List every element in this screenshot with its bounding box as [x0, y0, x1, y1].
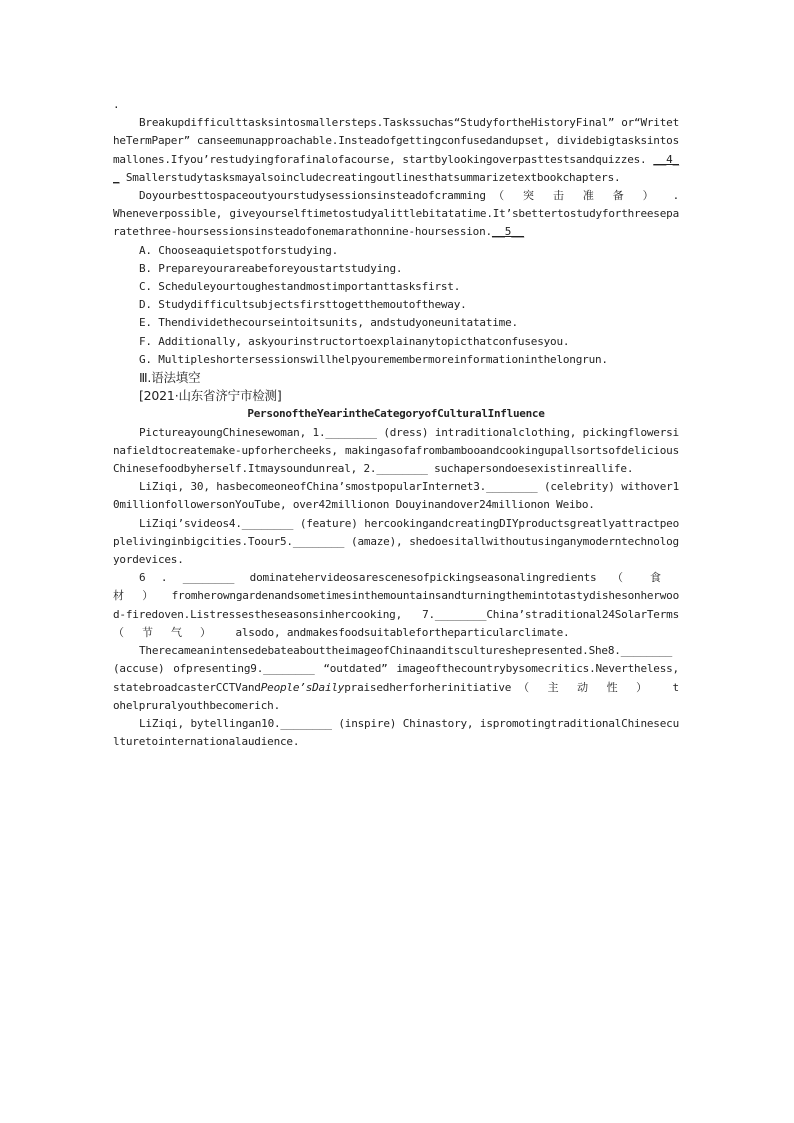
leading-dot: .: [113, 98, 120, 111]
blank-5: __5__: [491, 225, 525, 239]
blank-4: ________: [241, 516, 294, 530]
option-f: F. Additionally, askyourinstructortoexplainanytopicthatconfusesyou.: [139, 334, 570, 348]
blank-3: ________: [486, 480, 538, 494]
chinese-gloss: （突击准备）: [493, 189, 673, 203]
grammar-paragraph-5: [113, 642, 679, 715]
paragraph-text: 6 .: [139, 571, 168, 585]
paragraph-text: (dress) intraditionalclothing, pickingflowersinafieldtocreatemake-upforhercheeks, makingasofafrombambooandcookingupallsortsofdeliciousChinesefoodbyherself.Itmaysoundunreal,: [113, 425, 679, 476]
paragraph-text: tohelpruralyouthbecomerich.: [113, 680, 679, 712]
paragraph-text: (feature) hercookingandcreatingDIYproductsgreatlyattractpeoplelivinginbigcities.Toour5.: [113, 516, 679, 548]
option-b: B. Prepareyourareabeforeyoustartstudying.: [139, 261, 403, 275]
paragraph-text: “outdated” imageofthecountrybysomecritics.Nevertheless, statebroadcasterCCTVand: [113, 662, 679, 694]
paragraph-text: LiZiqi, 30, hasbecomeoneofChina’smostpopularInternet3.: [139, 480, 487, 494]
blank-10: ________: [280, 716, 332, 730]
option-d: D. Studydifficultsubjectsfirsttogetthemoutoftheway.: [139, 298, 467, 312]
paragraph-text: Doyourbesttospaceoutyourstudysessionsinsteadofcramming: [139, 189, 486, 203]
paragraph-text: LiZiqi, bytellingan10.: [139, 716, 281, 730]
passage-title: PersonoftheYearintheCategoryofCulturalInfluence: [247, 407, 545, 421]
grammar-paragraph-3: [113, 515, 679, 570]
option-c: C. Scheduleyourtoughestandmostimportanttasksfirst.: [139, 280, 461, 294]
chinese-gloss: （节气）: [113, 625, 229, 639]
paragraph-text: PictureayoungChinesewoman,: [139, 425, 306, 439]
grammar-paragraph-4: [113, 569, 679, 642]
blank-2: 2.________: [363, 462, 428, 476]
paragraph-text: (amaze), shedoesitallwithoutusinganymoderntechnologyordevices.: [113, 534, 679, 567]
option-e: E. Thendividethecourseintoitsunits, andstudyoneunitatatime.: [139, 316, 518, 330]
grammar-paragraph-1: [113, 424, 679, 479]
passage-paragraph-2: [113, 187, 679, 242]
blank-5: ________: [292, 534, 345, 548]
paragraph-text: dominatehervideosarescenesofpickingseasonalingredients: [249, 571, 597, 585]
blank-6: ________: [182, 571, 235, 585]
paragraph-text: 7.: [422, 607, 435, 621]
paragraph-text: (celebrity) withover10millionfollowersonYouTube, over42millionon Douyinandover24millionon Weibo.: [113, 480, 679, 512]
paragraph-text: alsodo, andmakesfoodsuitablefortheparticularclimate.: [235, 625, 570, 639]
document-page: [113, 96, 679, 751]
grammar-paragraph-2: [113, 478, 679, 514]
paragraph-text: TherecameanintensedebateabouttheimageofChinaanditscultureshepresented.She8.: [139, 644, 621, 658]
paragraph-text: LiZiqi’svideos4.: [139, 516, 242, 530]
paragraph-text: Smallerstudytasksmayalsoincludecreatingoutlinesthatsummarizetextbookchapters.: [125, 170, 621, 184]
option-g: G. Multipleshortersessionswillhelpyouremembermoreinformationinthelongrun.: [139, 352, 608, 366]
blank-7: ________: [434, 607, 487, 621]
paragraph-text: .Wheneverpossible, giveyourselftimetostudyalittlebitatatime.It’sbettertostudyforthreeseparatethree-hoursessionsinsteadofonemarathonnine-hoursession.: [113, 189, 679, 239]
paragraph-text: (accuse) ofpresenting9.: [113, 662, 264, 676]
blank-8: ________: [620, 644, 673, 658]
section-heading: Ⅲ.语法填空: [139, 370, 201, 386]
paragraph-text: suchapersondoesexistinreallife.: [434, 462, 634, 476]
blank-1: 1.________: [312, 425, 377, 439]
passage-paragraph-1: [113, 114, 679, 187]
paragraph-text: China’straditional24SolarTerms: [486, 607, 679, 621]
grammar-paragraph-6: [113, 715, 679, 751]
source-label: [2021·山东省济宁市检测]: [139, 388, 282, 404]
option-list: [113, 242, 679, 369]
blank-9: ________: [263, 662, 315, 676]
paragraph-text: praisedherforherinitiative: [344, 680, 512, 694]
paragraph-text: fromherowngardenandsometimesinthemountainsandturningthemintotastydishesonherwood-firedoven.Listressestheseasonsinhercooking,: [113, 589, 679, 621]
paragraph-text: Breakupdifficulttasksintosmallersteps.Taskssuchas“StudyfortheHistoryFinal” or“WritetheTermPaper” canseemunapproachable.Insteadofgettingconfusedandupset, dividebigtasksintosmallones.Ifyou’restudyingforafinalofacourse, startbylookingoverpasttestsandquizzes.: [113, 116, 679, 166]
chinese-gloss: （主动性）: [518, 680, 666, 694]
chinese-gloss: （食材）: [113, 571, 679, 603]
paragraph-text: (inspire) Chinastory, ispromotingtraditionalChineseculturetointernationalaudience.: [113, 716, 679, 749]
blank-4: __4__: [113, 152, 679, 184]
newspaper-name: People’sDaily: [260, 680, 345, 694]
option-a: A. Chooseaquietspotforstudying.: [139, 243, 339, 257]
